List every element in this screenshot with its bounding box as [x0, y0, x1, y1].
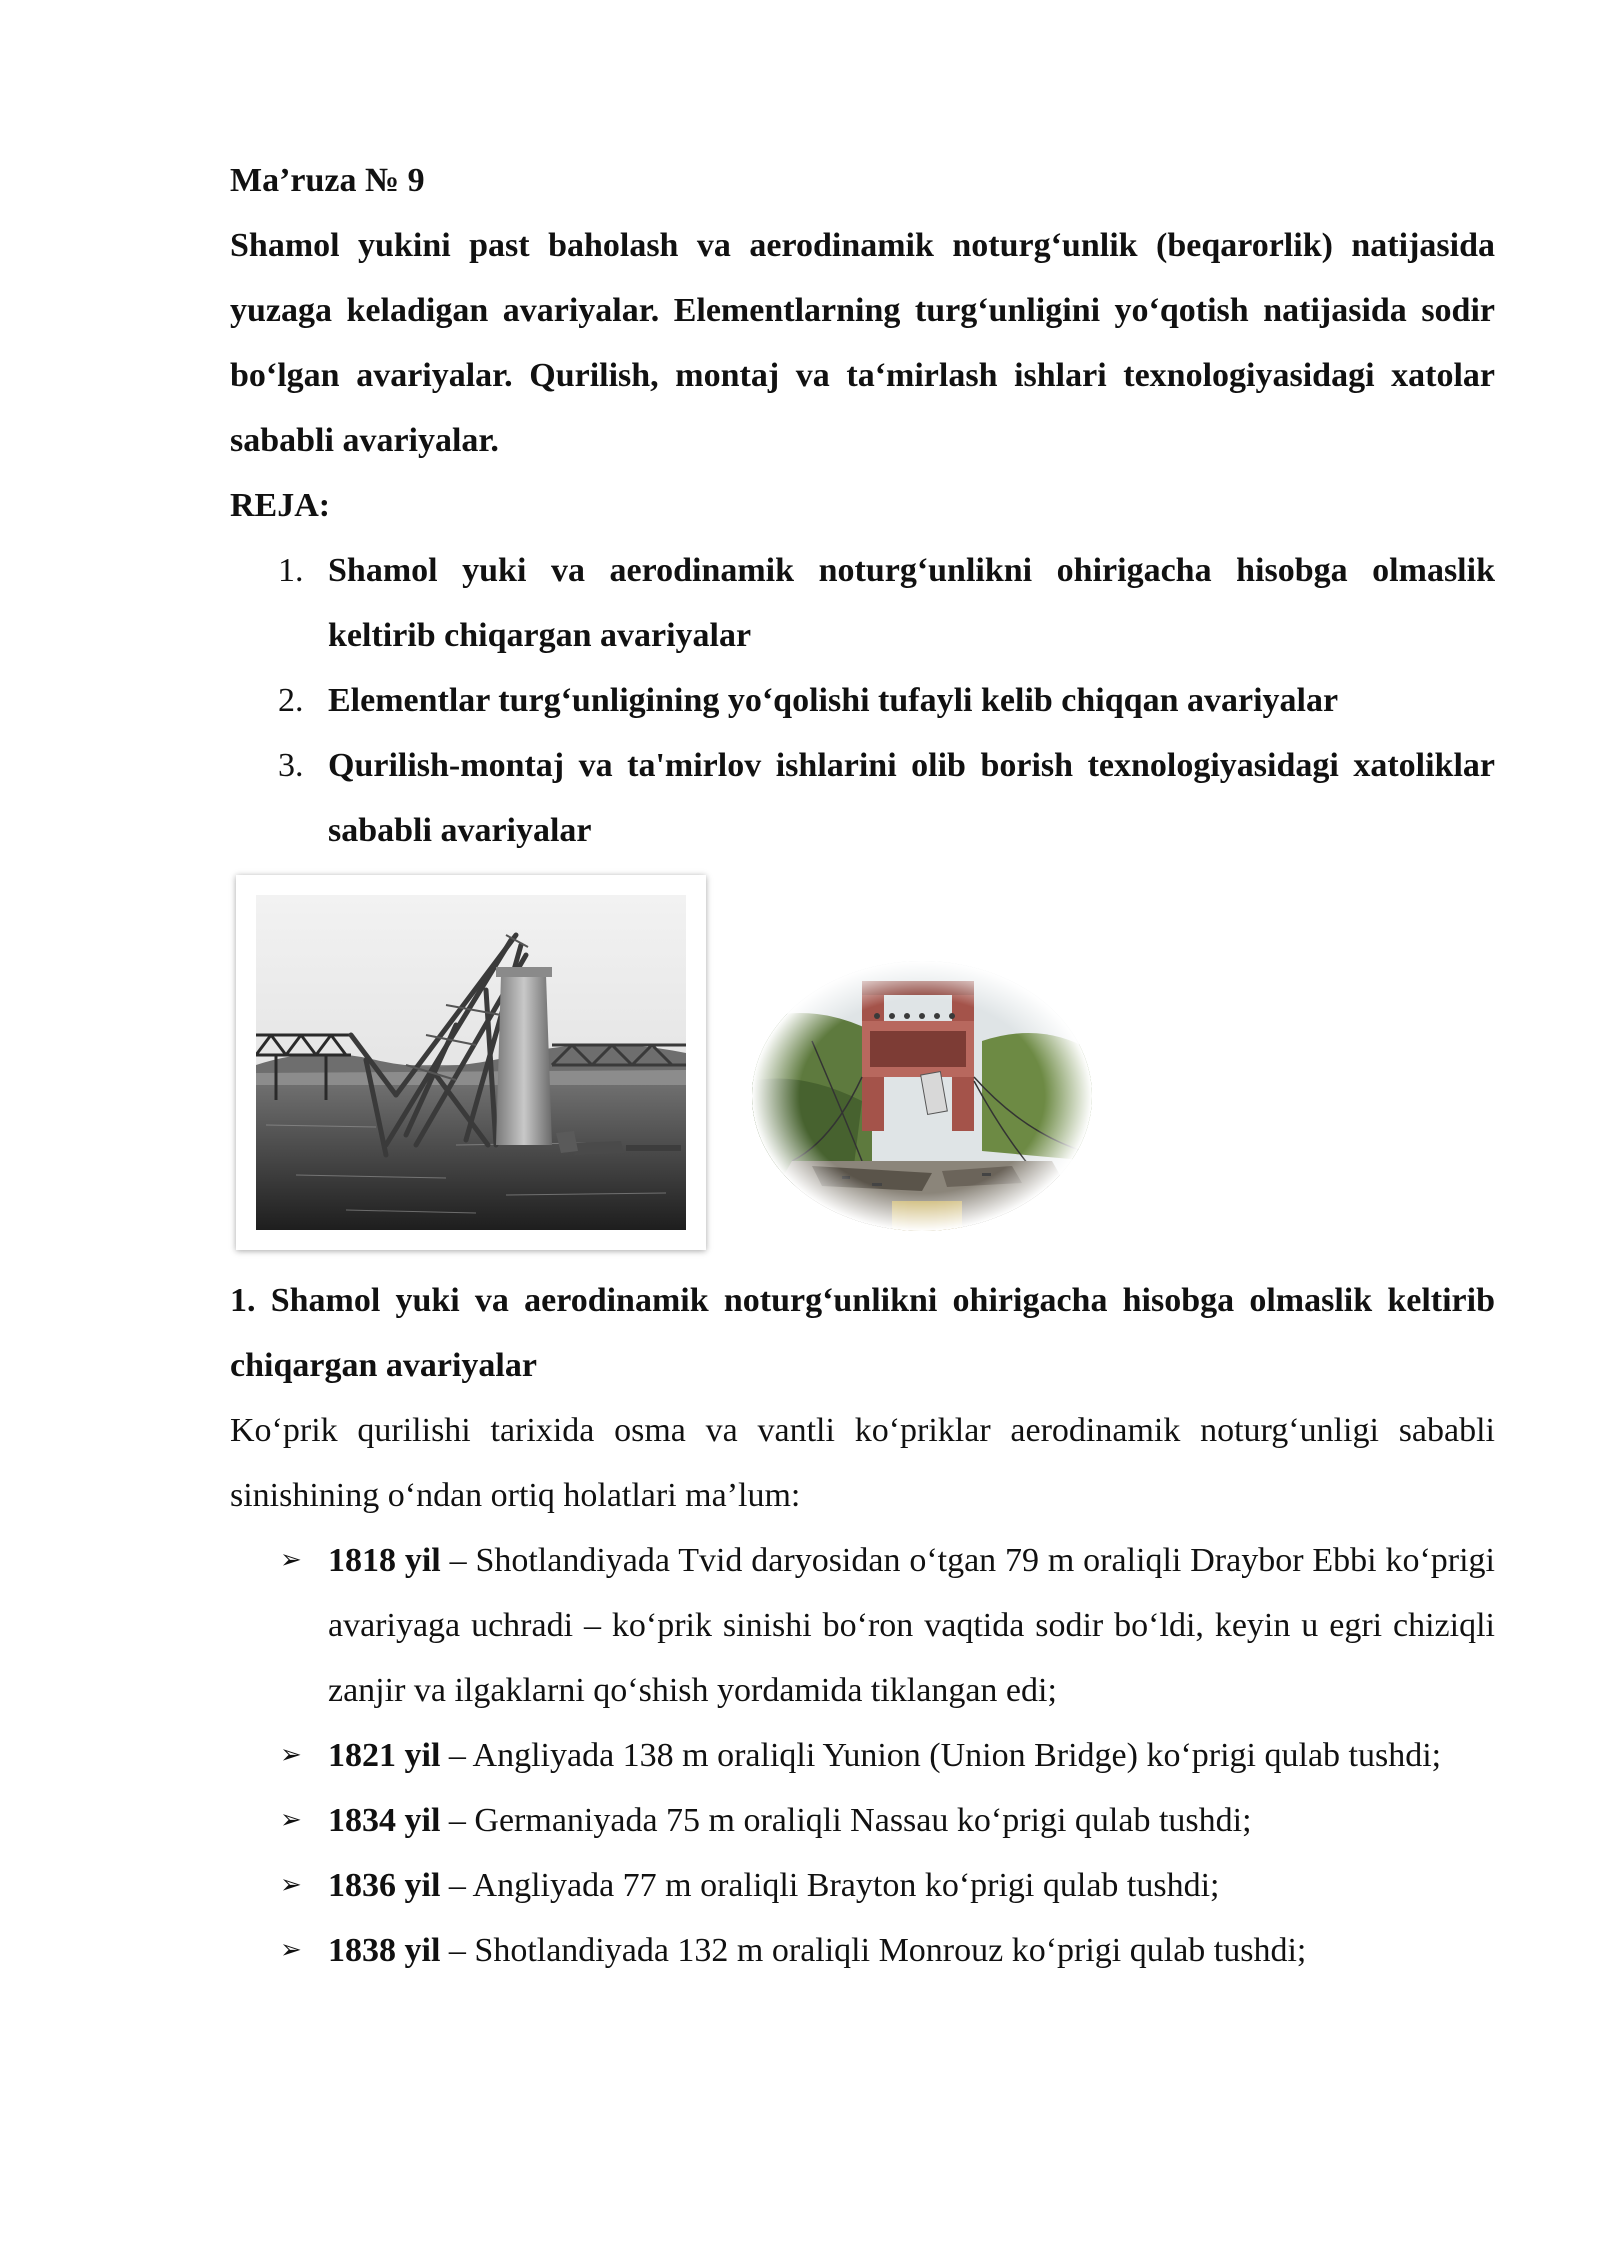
arrow-bullet-icon: ➢: [280, 1935, 302, 1965]
plan-item-text: Elementlar turg‘unligining yo‘qolishi tufayli kelib chiqqan avariyalar: [328, 682, 1339, 719]
event-year: 1838 yil: [328, 1932, 441, 1969]
plan-item: [230, 733, 1495, 863]
events-list: [230, 1528, 1495, 1983]
arrow-bullet-icon: ➢: [280, 1805, 302, 1835]
plan-item-number: 2.: [278, 682, 304, 719]
illustrations: [230, 863, 1495, 1268]
collapsed-truss-bridge-photo: [256, 895, 686, 1230]
event-text: – Shotlandiyada 132 m oraliqli Monrouz ko‘prigi qulab tushdi;: [440, 1932, 1307, 1969]
event-text: – Shotlandiyada Tvid daryosidan o‘tgan 79 m oraliqli Draybor Ebbi ko‘prigi avariyaga uchradi – ko‘prik sinishi bo‘ron vaqtida sodir bo‘ldi, keyin u egri chiziqli zanjir va ilgaklarni qo‘shish yordamida tiklangan edi;: [328, 1542, 1495, 1709]
event-item: [230, 1853, 1495, 1918]
plan-item-text: Shamol yuki va aerodinamik noturg‘unlikni ohirigacha hisobga olmaslik keltirib chiqargan avariyalar: [328, 552, 1495, 654]
event-text: – Angliyada 77 m oraliqli Brayton ko‘prigi qulab tushdi;: [440, 1867, 1220, 1904]
event-year: 1821 yil: [328, 1737, 441, 1774]
plan-heading: REJA:: [230, 487, 331, 524]
collapsed-bridge-photo-frame: [236, 875, 706, 1250]
section-intro: Ko‘prik qurilishi tarixida osma va vantli ko‘priklar aerodinamik noturg‘unligi sababli sinishining o‘ndan ortiq holatlari ma’lum:: [230, 1412, 1495, 1514]
plan-item-number: 3.: [278, 747, 304, 784]
arrow-bullet-icon: ➢: [280, 1870, 302, 1900]
section-heading: 1. Shamol yuki va aerodinamik noturg‘unlikni ohirigacha hisobga olmaslik keltirib chiqargan avariyalar: [230, 1282, 1495, 1384]
arrow-bullet-icon: ➢: [280, 1545, 302, 1575]
event-item: [230, 1918, 1495, 1983]
event-item: [230, 1788, 1495, 1853]
event-text: – Germaniyada 75 m oraliqli Nassau ko‘prigi qulab tushdi;: [440, 1802, 1252, 1839]
plan-item: [230, 668, 1495, 733]
plan-item: [230, 538, 1495, 668]
plan-list: [230, 538, 1495, 863]
lecture-title: Shamol yukini past baholash va aerodinamik noturg‘unlik (beqarorlik) natijasida yuzaga keladigan avariyalar. Elementlarning turg‘unligini yo‘qotish natijasida sodir bo‘lgan avariyalar. Qurilish, montaj va ta‘mirlash ishlari texnologiyasidagi xatolar sababli avariyalar.: [230, 227, 1495, 459]
event-item: [230, 1723, 1495, 1788]
arrow-bullet-icon: ➢: [280, 1740, 302, 1770]
plan-item-text: Qurilish-montaj va ta'mirlov ishlarini olib borish texnologiyasidagi xatoliklar sababli avariyalar: [328, 747, 1495, 849]
collapsed-suspension-bridge-photo: [752, 961, 1092, 1231]
lecture-number: Ma’ruza № 9: [230, 162, 425, 199]
event-year: 1836 yil: [328, 1867, 441, 1904]
event-item: [230, 1528, 1495, 1723]
event-year: 1834 yil: [328, 1802, 441, 1839]
plan-item-number: 1.: [278, 552, 304, 589]
document-page: [230, 148, 1495, 1983]
event-year: 1818 yil: [328, 1542, 441, 1579]
event-text: – Angliyada 138 m oraliqli Yunion (Union Bridge) ko‘prigi qulab tushdi;: [440, 1737, 1442, 1774]
